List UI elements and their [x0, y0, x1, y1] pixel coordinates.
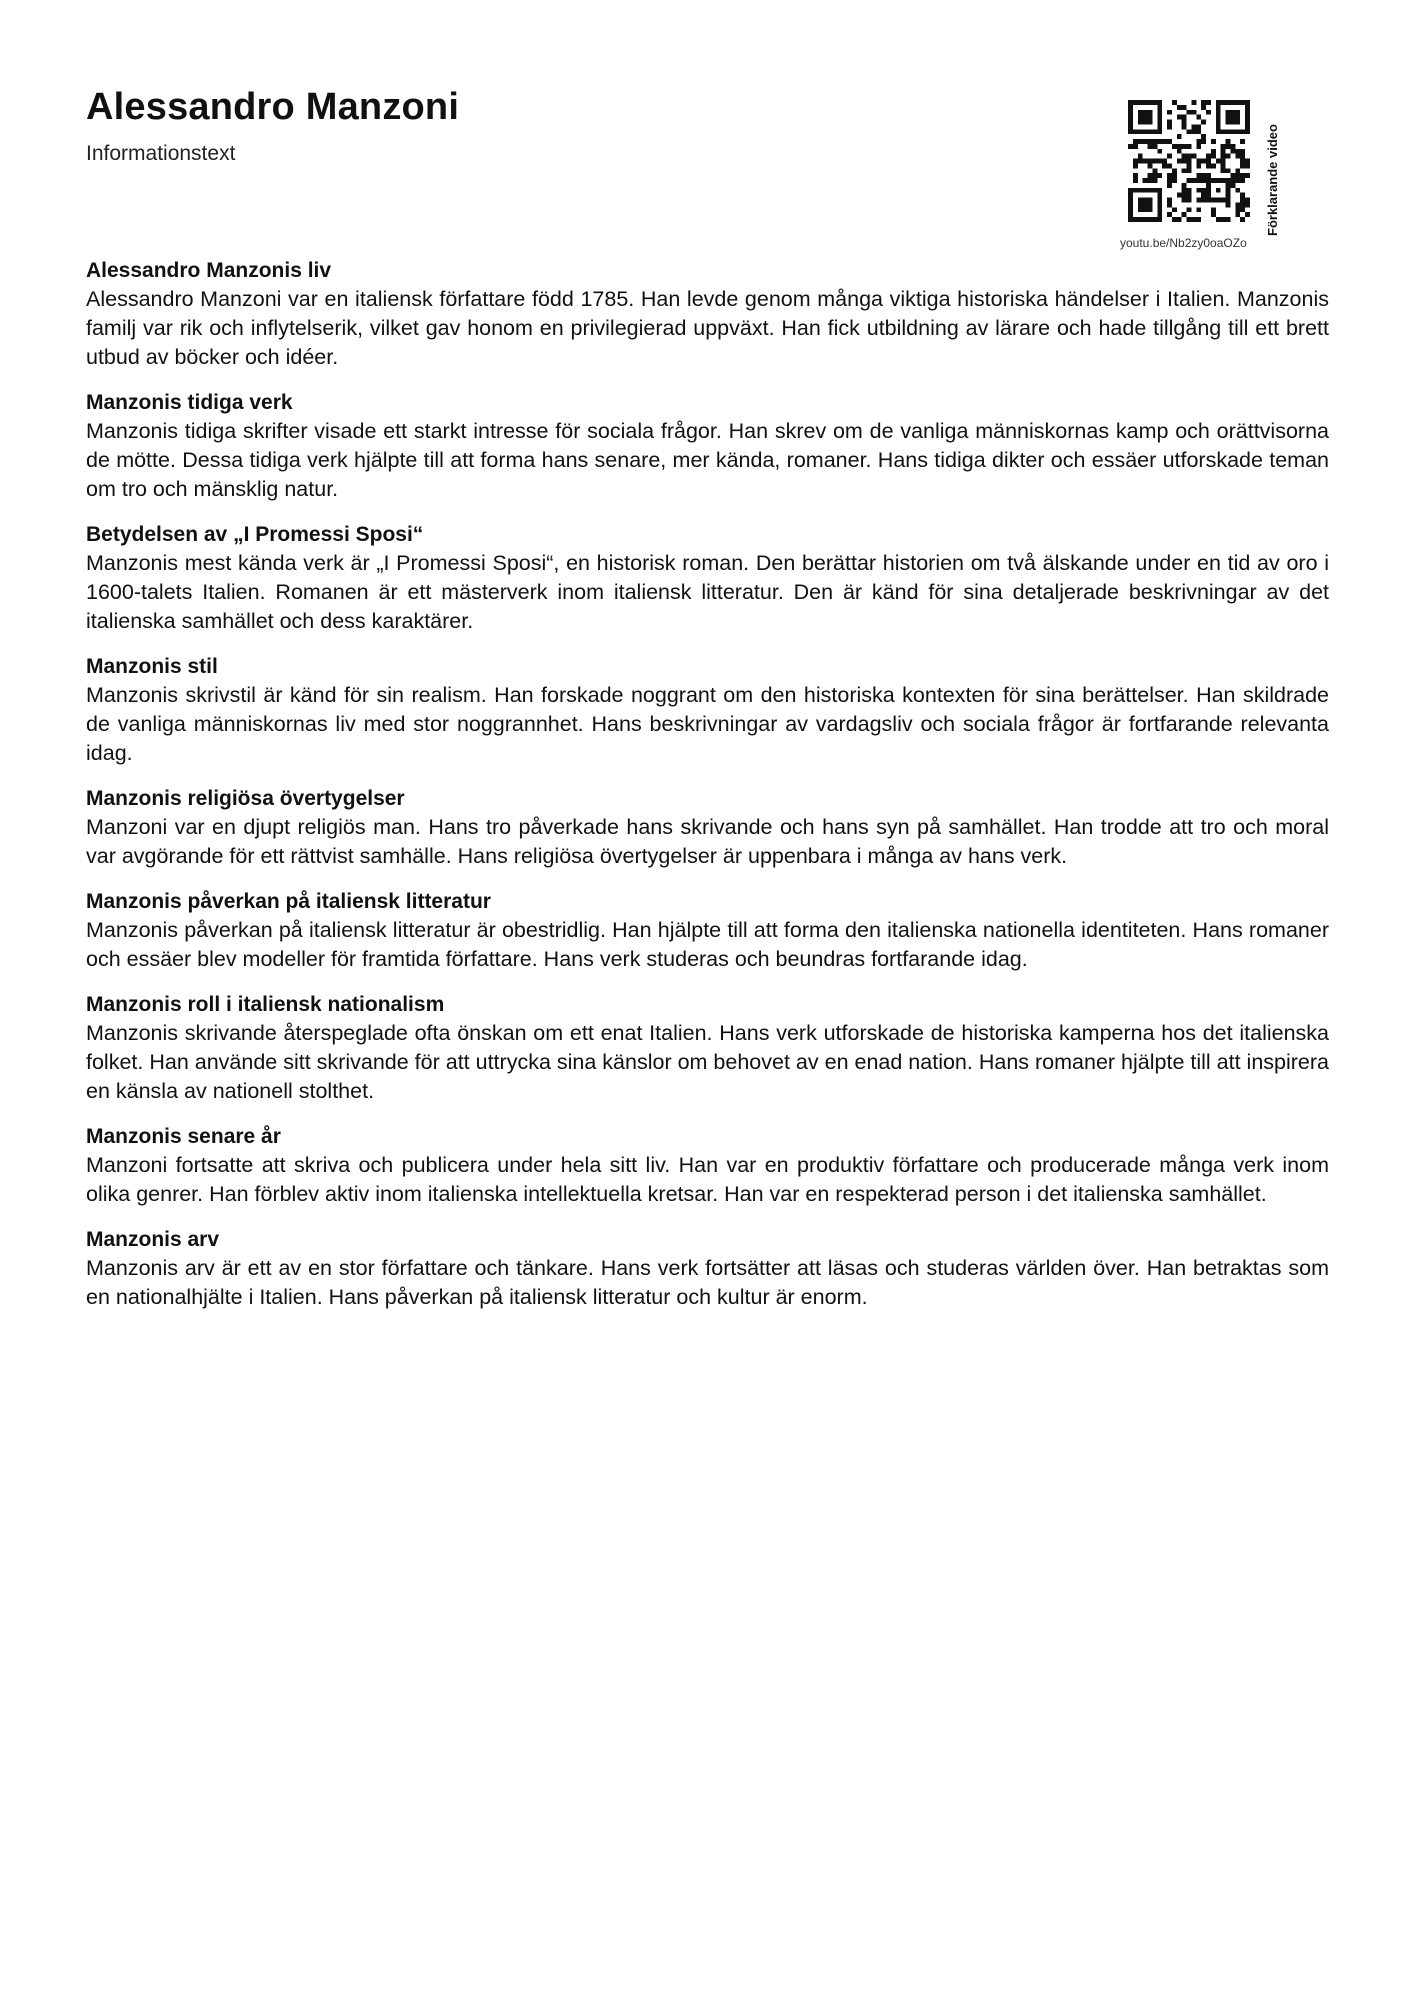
section-heading: Manzonis arv — [86, 1228, 220, 1251]
section-heading: Manzonis religiösa övertygelser — [86, 787, 405, 810]
section-heading: Manzonis påverkan på italiensk litteratur — [86, 890, 491, 913]
qr-code-icon[interactable] — [1128, 100, 1250, 222]
section-heading: Manzonis roll i italiensk nationalism — [86, 993, 445, 1016]
section-body: Manzonis skrivstil är känd för sin realism. Han forskade noggrant om den historiska kontexten för sina berättelser. Han skildrade de vanliga människornas liv med stor noggrannhet. Hans beskrivningar av vardagsliv och sociala frågor är fortfarande relevanta idag. — [86, 683, 1329, 765]
section-heading: Manzonis senare år — [86, 1125, 281, 1148]
section-nationalism — [86, 990, 1329, 1106]
section-body: Alessandro Manzoni var en italiensk författare född 1785. Han levde genom många viktiga historiska händelser i Italien. Manzonis familj var rik och inflytelserik, vilket gav honom en privilegierad uppväxt. Han fick utbildning av lärare och hade tillgång till ett brett utbud av böcker och idéer. — [86, 287, 1329, 369]
qr-block — [1128, 96, 1268, 256]
section-heading: Manzonis stil — [86, 655, 218, 678]
section-body: Manzonis skrivande återspeglade ofta önskan om ett enat Italien. Hans verk utforskade de historiska kamperna hos det italienska folket. Han använde sitt skrivande för att uttrycka sina känslor om behovet av en enad nation. Hans romaner hjälpte till att inspirera en känsla av nationell stolthet. — [86, 1021, 1329, 1103]
section-heading: Manzonis tidiga verk — [86, 391, 293, 414]
section-body: Manzonis tidiga skrifter visade ett starkt intresse för sociala frågor. Han skrev om de vanliga människornas kamp och orättvisorna de mötte. Dessa tidiga verk hjälpte till att forma hans senare, mer kända, romaner. Hans tidiga dikter och essäer utforskade teman om tro och mänsklig natur. — [86, 419, 1329, 501]
section-body: Manzonis arv är ett av en stor författare och tänkare. Hans verk fortsätter att läsas och studeras världen över. Han betraktas som en nationalhjälte i Italien. Hans påverkan på italiensk litteratur och kultur är enorm. — [86, 1256, 1329, 1309]
section-style — [86, 652, 1329, 768]
section-early-works — [86, 388, 1329, 504]
section-body: Manzoni var en djupt religiös man. Hans tro påverkade hans skrivande och hans syn på samhället. Han trodde att tro och moral var avgörande för ett rättvist samhälle. Hans religiösa övertygelser är uppenbara i många av hans verk. — [86, 815, 1329, 868]
section-life — [86, 256, 1329, 372]
section-promessi-sposi — [86, 520, 1329, 636]
page-subtitle: Informationstext — [86, 142, 236, 165]
document-body — [86, 256, 1329, 1328]
section-body: Manzonis mest kända verk är „I Promessi Sposi“, en historisk roman. Den berättar historien om två älskande under en tid av oro i 1600-talets Italien. Romanen är ett mästerverk inom italiensk litteratur. Den är känd för sina detaljerade beskrivningar av det italienska samhället och dess karaktärer. — [86, 551, 1329, 633]
page-title: Alessandro Manzoni — [86, 86, 460, 128]
section-influence — [86, 887, 1329, 974]
section-later-years — [86, 1122, 1329, 1209]
section-heading: Alessandro Manzonis liv — [86, 259, 332, 282]
section-body: Manzoni fortsatte att skriva och publicera under hela sitt liv. Han var en produktiv författare och producerade många verk inom olika genrer. Han förblev aktiv inom italienska intellektuella kretsar. Han var en respekterad person i det italienska samhället. — [86, 1153, 1329, 1206]
section-body: Manzonis påverkan på italiensk litteratur är obestridlig. Han hjälpte till att forma den italienska nationella identiteten. Hans romaner och essäer blev modeller för framtida författare. Hans verk studeras och beundras fortfarande idag. — [86, 918, 1329, 971]
section-religious-beliefs — [86, 784, 1329, 871]
section-legacy — [86, 1225, 1329, 1312]
section-heading: Betydelsen av „I Promessi Sposi“ — [86, 523, 424, 546]
qr-side-label: Förklarande video — [1265, 124, 1280, 236]
qr-url[interactable]: youtu.be/Nb2zy0oaOZo — [1120, 236, 1247, 250]
